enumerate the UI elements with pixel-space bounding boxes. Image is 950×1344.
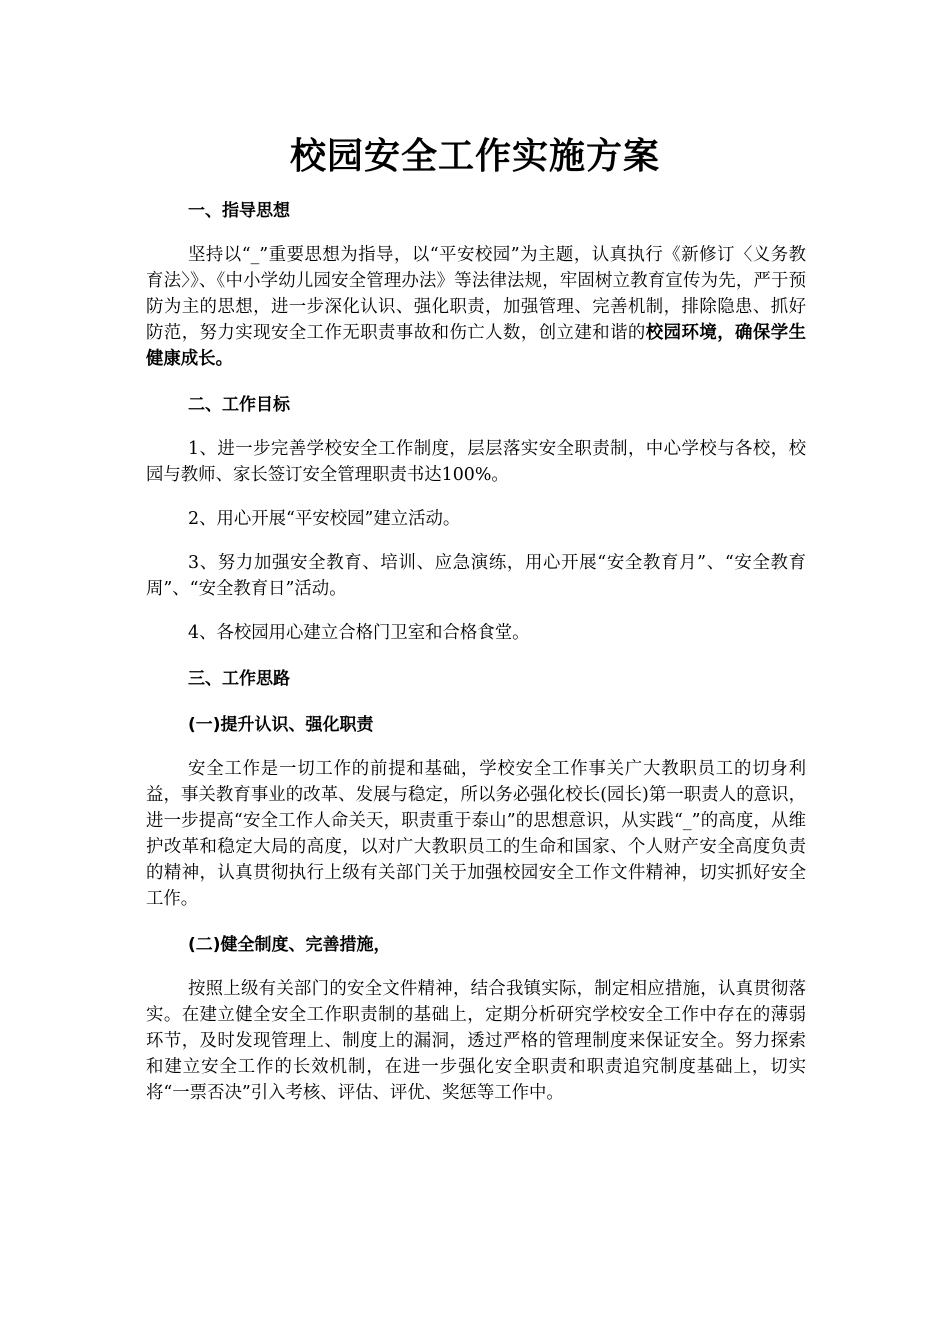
guiding-ideology-paragraph: [146, 242, 806, 372]
section-heading-guiding-ideology: 一、指导思想: [188, 201, 290, 221]
section-heading-work-goals: 二、工作目标: [188, 395, 290, 415]
section-heading-work-approach: 三、工作思路: [188, 669, 290, 689]
raise-awareness-paragraph: 安全工作是一切工作的前提和基础，学校安全工作事关广大教职员工的切身利益，事关教育事业的改革、发展与稳定，所以务必强化校长(园长)第一职责人的意识，进一步提高“安全工作人命关天，职责重于泰山”的思想意识，从实践“_”的高度，从维护改革和稳定大局的高度，以对广大教职员工的生命和国家、个人财产安全高度负责的精神，认真贯彻执行上级有关部门关于加强校园安全工作文件精神，切实抓好安全工作。: [146, 759, 806, 909]
guiding-ideology-bold-text: 校园环境，确保学生健康成长。: [146, 323, 806, 369]
subsection-heading-raise-awareness: (一)提升认识、强化职责: [188, 715, 374, 735]
document-body: [146, 196, 806, 1106]
document-title: 校园安全工作实施方案: [289, 135, 660, 177]
work-goal-item-4: 4、各校园用心建立合格门卫室和合格食堂。: [188, 623, 530, 643]
work-goal-item-3: 3、努力加强安全教育、培训、应急演练，用心开展“安全教育月”、“安全教育周”、“安全教育日”活动。: [146, 553, 806, 599]
work-goal-item-2: 2、用心开展“平安校园”建立活动。: [188, 509, 461, 529]
work-goal-item-1: 1、进一步完善学校安全工作制度，层层落实安全职责制，中心学校与各校，校园与教师、家长签订安全管理职责书达100%。: [146, 439, 806, 485]
improve-systems-paragraph: 按照上级有关部门的安全文件精神，结合我镇实际，制定相应措施，认真贯彻落实。在建立健全安全工作职责制的基础上，定期分析研究学校安全工作中存在的薄弱环节，及时发现管理上、制度上的漏洞，透过严格的管理制度来保证安全。努力探索和建立安全工作的长效机制，在进一步强化安全职责和职责追究制度基础上，切实将“一票否决”引入考核、评估、评优、奖惩等工作中。: [146, 979, 806, 1103]
subsection-heading-improve-systems: (二)健全制度、完善措施，: [188, 935, 391, 955]
guiding-ideology-text: 坚持以“_”重要思想为指导，以“平安校园”为主题，认真执行《新修订〈义务教育法〉》、《中小学幼儿园安全管理办法》等法律法规，牢固树立教育宣传为先，严于预防为主的思想，进一步深化认识、强化职责，加强管理、完善机制，排除隐患、抓好防范，努力实现安全工作无职责事故和伤亡人数，创立建和谐的: [146, 245, 806, 343]
